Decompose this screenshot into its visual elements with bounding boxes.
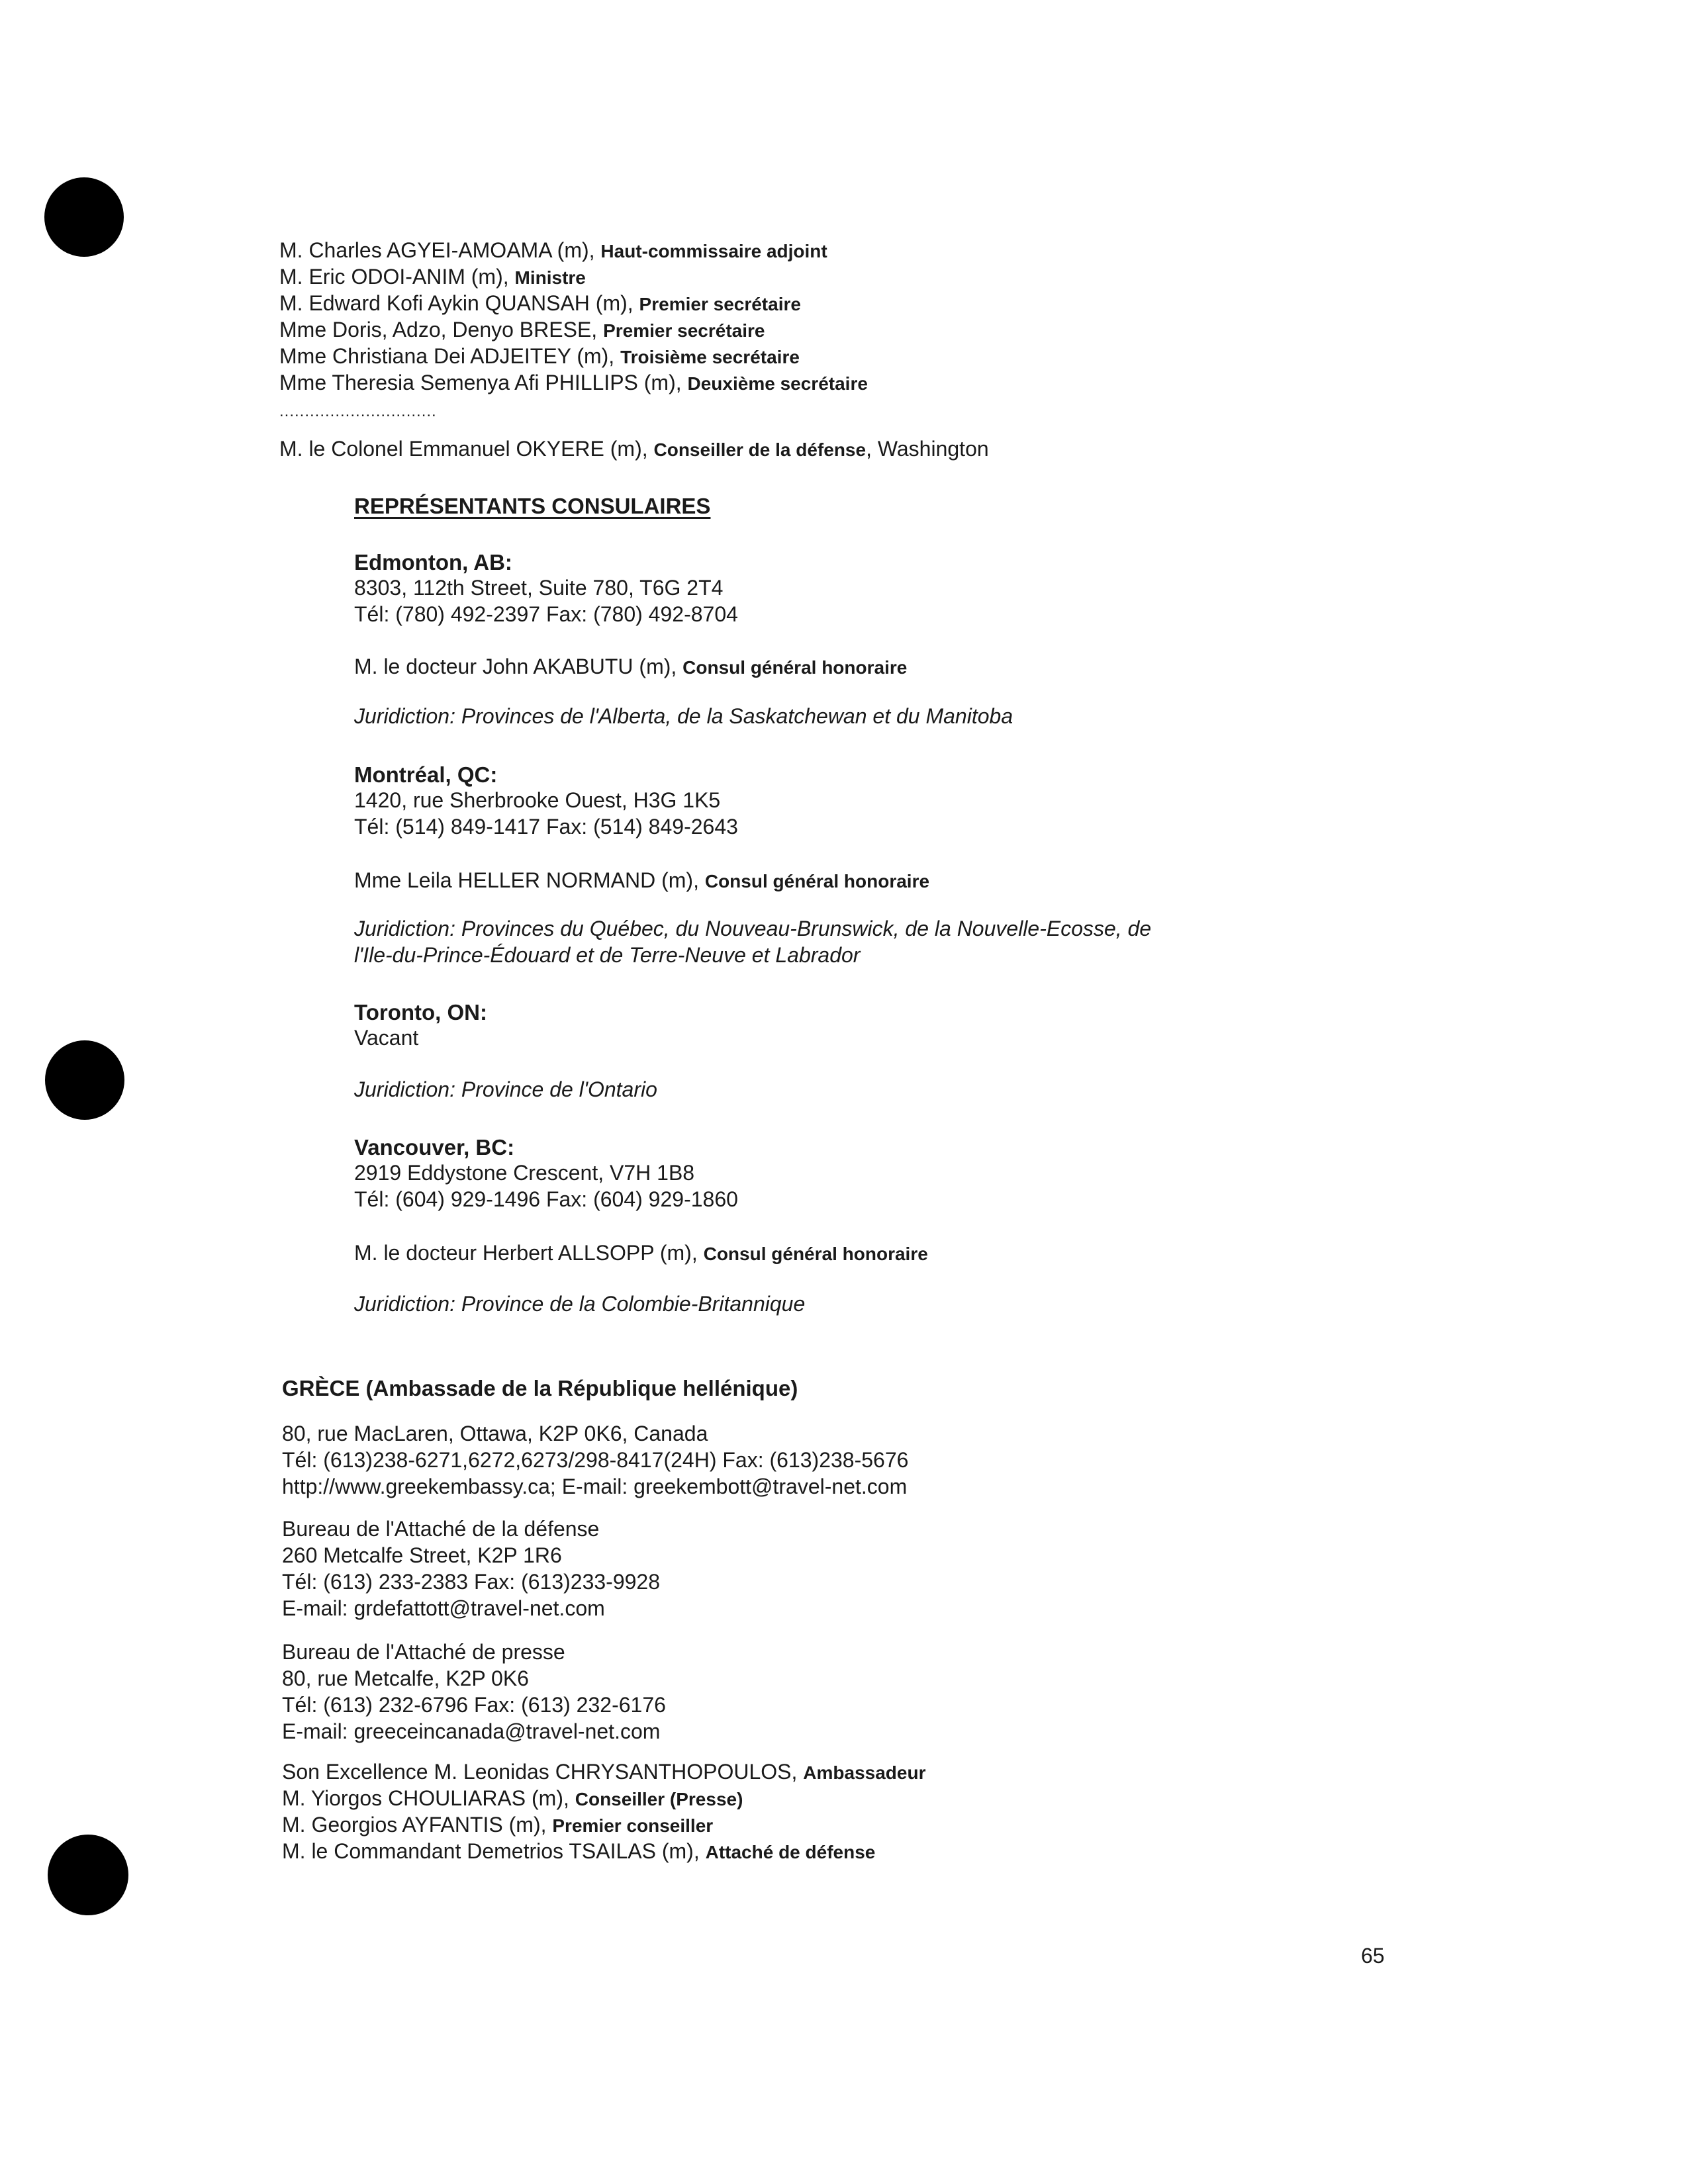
staff-role: Conseiller (Presse) [575, 1789, 743, 1809]
greece-staff-list [282, 1758, 925, 1864]
staff-entry [279, 316, 868, 343]
jurisdiction-line: Juridiction: Province de l'Ontario [354, 1077, 657, 1101]
contact-line: Tél: (613)238-6271,6272,6273/298-8417(24H) Fax: (613)238-5676 [282, 1448, 909, 1472]
consulate-city-edmonton: Edmonton, AB: [354, 550, 512, 574]
contact-line: Tél: (514) 849-1417 Fax: (514) 849-2643 [354, 815, 738, 839]
page-number: 65 [1361, 1944, 1385, 1968]
staff-list [279, 237, 868, 396]
consulate-status: Vacant [354, 1026, 419, 1050]
address-line: 260 Metcalfe Street, K2P 1R6 [282, 1543, 562, 1567]
press-office [282, 1639, 666, 1745]
staff-role: Ambassadeur [803, 1762, 926, 1783]
email-line: E-mail: grdefattott@travel-net.com [282, 1596, 605, 1620]
staff-name: M. Yiorgos CHOULIARAS (m), [282, 1786, 569, 1810]
jurisdiction [354, 1076, 657, 1103]
consul-entry [354, 867, 929, 895]
jurisdiction [354, 703, 1013, 729]
staff-entry [282, 1811, 925, 1838]
consulate-address [354, 574, 738, 627]
jurisdiction-line: Juridiction: Provinces de l'Alberta, de la Saskatchewan et du Manitoba [354, 704, 1013, 728]
staff-role: Deuxième secrétaire [687, 373, 868, 394]
embassy-address [282, 1420, 908, 1500]
binder-hole-top [44, 177, 124, 257]
staff-location: , Washington [866, 437, 989, 461]
staff-name: M. Georgios AYFANTIS (m), [282, 1813, 547, 1837]
staff-entry [282, 1758, 925, 1785]
staff-role: Ministre [514, 267, 586, 288]
defence-attache-entry [279, 435, 989, 463]
office-title: Bureau de l'Attaché de presse [282, 1640, 565, 1664]
staff-entry [279, 369, 868, 396]
staff-role: Premier conseiller [552, 1815, 714, 1836]
consul-entry [354, 653, 907, 681]
staff-name: Mme Christiana Dei ADJEITEY (m), [279, 344, 615, 368]
staff-entry [279, 237, 868, 263]
consulate-city-montreal: Montréal, QC: [354, 762, 498, 787]
binder-hole-bottom [48, 1835, 128, 1915]
staff-name: M. Charles AGYEI-AMOAMA (m), [279, 238, 595, 262]
address-line: 2919 Eddystone Crescent, V7H 1B8 [354, 1161, 695, 1185]
consulate-address [354, 1160, 738, 1212]
jurisdiction [354, 1291, 805, 1317]
country-heading-greece: GRÈCE (Ambassade de la République hellénique) [282, 1376, 798, 1400]
staff-entry [282, 1838, 925, 1864]
consul-name: M. le docteur Herbert ALLSOPP (m), [354, 1241, 698, 1265]
staff-entry [279, 290, 868, 316]
staff-role: Troisième secrétaire [620, 347, 800, 367]
staff-role: Haut-commissaire adjoint [600, 241, 827, 261]
contact-line: Tél: (613) 232-6796 Fax: (613) 232-6176 [282, 1693, 666, 1717]
staff-name: M. le Commandant Demetrios TSAILAS (m), [282, 1839, 700, 1863]
consular-heading: REPRÉSENTANTS CONSULAIRES [354, 494, 711, 518]
contact-line: Tél: (604) 929-1496 Fax: (604) 929-1860 [354, 1187, 738, 1211]
staff-name: Son Excellence M. Leonidas CHRYSANTHOPOULOS, [282, 1760, 798, 1784]
consulate-city-vancouver: Vancouver, BC: [354, 1135, 515, 1160]
consulate-city-toronto: Toronto, ON: [354, 1000, 487, 1024]
defence-office [282, 1516, 660, 1621]
jurisdiction-line: l'Ile-du-Prince-Édouard et de Terre-Neuve et Labrador [354, 943, 861, 967]
staff-role: Premier secrétaire [603, 320, 765, 341]
consul-name: Mme Leila HELLER NORMAND (m), [354, 868, 699, 892]
staff-role: Premier secrétaire [639, 294, 801, 314]
staff-name: M. le Colonel Emmanuel OKYERE (m), [279, 437, 648, 461]
address-line: 8303, 112th Street, Suite 780, T6G 2T4 [354, 576, 724, 600]
consulate-address [354, 787, 738, 840]
staff-entry [282, 1785, 925, 1811]
consul-role: Consul général honoraire [682, 657, 908, 678]
address-line: 80, rue Metcalfe, K2P 0K6 [282, 1666, 529, 1690]
staff-role: Attaché de défense [705, 1842, 876, 1862]
binder-hole-middle [45, 1040, 124, 1120]
staff-role: Conseiller de la défense [653, 439, 867, 460]
office-title: Bureau de l'Attaché de la défense [282, 1517, 600, 1541]
consul-entry [354, 1240, 928, 1267]
contact-line: Tél: (613) 233-2383 Fax: (613)233-9928 [282, 1570, 661, 1594]
consul-role: Consul général honoraire [703, 1244, 928, 1264]
consul-name: M. le docteur John AKABUTU (m), [354, 655, 677, 678]
web-email-line: http://www.greekembassy.ca; E-mail: greekembott@travel-net.com [282, 1475, 908, 1498]
staff-name: M. Edward Kofi Aykin QUANSAH (m), [279, 291, 633, 315]
consul-role: Consul général honoraire [704, 871, 930, 891]
jurisdiction-line: Juridiction: Province de la Colombie-Britannique [354, 1292, 806, 1316]
staff-name: Mme Doris, Adzo, Denyo BRESE, [279, 318, 598, 341]
staff-name: Mme Theresia Semenya Afi PHILLIPS (m), [279, 371, 682, 394]
staff-entry [279, 263, 868, 290]
staff-name: M. Eric ODOI-ANIM (m), [279, 265, 509, 289]
separator-dots: ............................... [279, 402, 437, 420]
jurisdiction-line: Juridiction: Provinces du Québec, du Nouveau-Brunswick, de la Nouvelle-Ecosse, de [354, 917, 1152, 940]
staff-entry [279, 343, 868, 369]
address-line: 80, rue MacLaren, Ottawa, K2P 0K6, Canada [282, 1422, 708, 1445]
email-line: E-mail: greeceincanada@travel-net.com [282, 1719, 661, 1743]
contact-line: Tél: (780) 492-2397 Fax: (780) 492-8704 [354, 602, 738, 626]
jurisdiction [354, 915, 1151, 968]
address-line: 1420, rue Sherbrooke Ouest, H3G 1K5 [354, 788, 721, 812]
